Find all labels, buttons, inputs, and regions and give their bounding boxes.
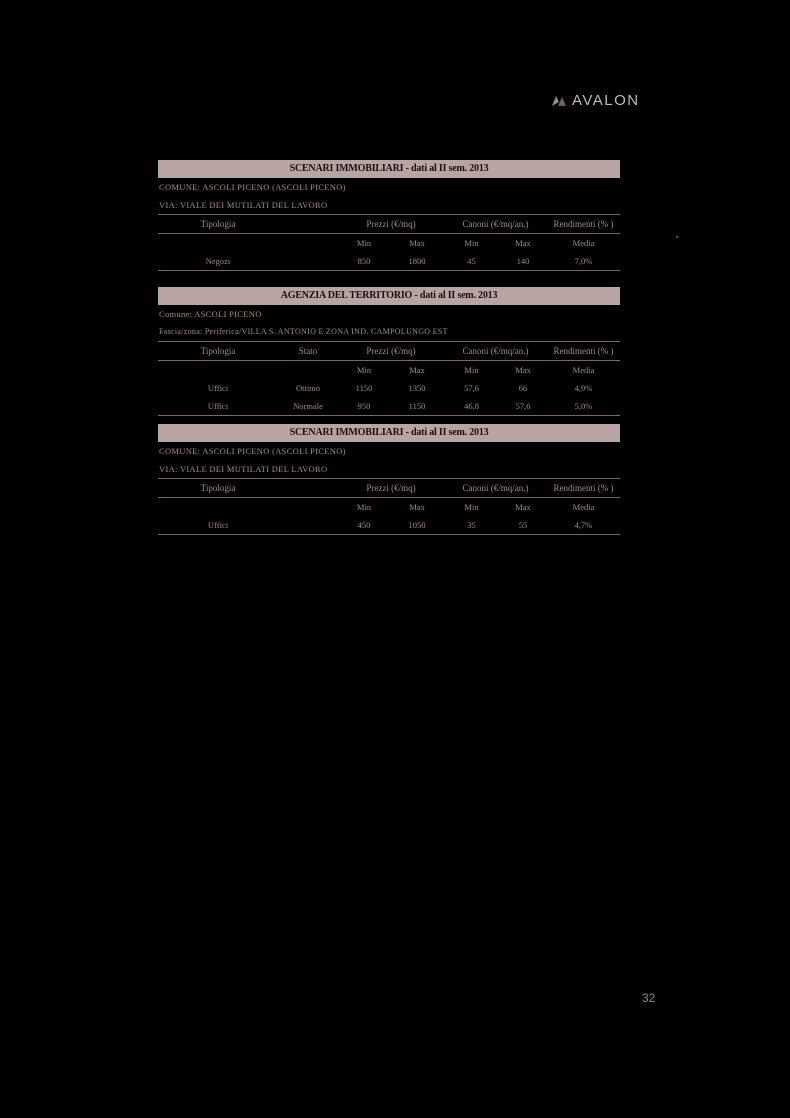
section-agenzia-uffici	[158, 287, 620, 416]
col-rendimenti: Rendimenti (% )	[547, 479, 620, 498]
via-line: VIA: VIALE DEI MUTILATI DEL LAVORO	[159, 464, 328, 474]
sub-min: Min	[464, 502, 479, 512]
col-tipologia: Tipologia	[158, 342, 278, 361]
via-line: VIA: VIALE DEI MUTILATI DEL LAVORO	[159, 200, 328, 210]
col-prezzi: Prezzi (€/mq)	[338, 479, 444, 498]
section-scenari-uffici	[158, 424, 620, 535]
sub-min: Min	[356, 238, 372, 248]
sub-max: Max	[515, 502, 531, 512]
avalon-logo	[550, 92, 640, 109]
cell-canone-max: 57,6	[499, 397, 547, 416]
fascia-zona-line: Fascia/zona: Periferica/VILLA S. ANTONIO E ZONA IND. CAMPOLUNGO EST	[159, 327, 448, 336]
sub-max: Max	[409, 502, 425, 512]
sub-min: Min	[464, 365, 479, 375]
table-row	[158, 252, 620, 271]
cell-prezzo-min: 1150	[355, 383, 373, 393]
cell-stato: Ottimo	[295, 383, 321, 393]
cell-canone-min: 45	[444, 252, 499, 271]
cell-prezzo-min: 950	[338, 397, 390, 416]
cell-canone-min: 57,6	[464, 383, 479, 393]
table-row	[158, 397, 620, 416]
col-canoni: Canoni (€/mq/an.)	[444, 215, 547, 234]
cell-tipologia: Uffici	[158, 516, 278, 535]
sub-max: Max	[515, 365, 531, 375]
sub-max: Max	[409, 238, 425, 248]
col-prezzi: Prezzi (€/mq)	[338, 342, 444, 361]
cell-media: 4,7%	[547, 516, 620, 535]
price-table	[158, 341, 620, 416]
cell-media: 5,0%	[547, 397, 620, 416]
table-row	[158, 516, 620, 535]
col-tipologia: Tipologia	[158, 479, 278, 498]
col-canoni: Canoni (€/mq/an.)	[444, 342, 547, 361]
sub-media: Media	[572, 365, 595, 375]
sub-max: Max	[515, 238, 531, 248]
col-prezzi: Prezzi (€/mq)	[338, 215, 444, 234]
cell-canone-min: 46,8	[444, 397, 499, 416]
col-canoni: Canoni (€/mq/an.)	[444, 479, 547, 498]
section-title: SCENARI IMMOBILIARI - dati al II sem. 2013	[158, 424, 620, 442]
comune-line: COMUNE: ASCOLI PICENO (ASCOLI PICENO)	[159, 446, 346, 456]
col-rendimenti: Rendimenti (% )	[547, 215, 620, 234]
scan-speck	[676, 236, 678, 238]
cell-canone-min: 35	[444, 516, 499, 535]
sub-media: Media	[572, 238, 595, 248]
col-rendimenti: Rendimenti (% )	[547, 342, 620, 361]
sub-min: Min	[356, 502, 372, 512]
cell-tipologia: Uffici	[207, 383, 229, 393]
avalon-logo-icon	[550, 94, 568, 108]
section-title: AGENZIA DEL TERRITORIO - dati al II sem. 2013	[158, 287, 620, 305]
cell-canone-max: 55	[499, 516, 547, 535]
cell-media: 4,9%	[574, 383, 593, 393]
sub-min: Min	[356, 365, 372, 375]
cell-tipologia: Uffici	[158, 397, 278, 416]
table-row	[158, 379, 620, 397]
cell-canone-max: 140	[499, 252, 547, 271]
cell-prezzo-max: 1800	[390, 252, 444, 271]
cell-prezzo-min: 850	[338, 252, 390, 271]
col-stato: Stato	[278, 342, 338, 361]
section-title: SCENARI IMMOBILIARI - dati al II sem. 2013	[158, 160, 620, 178]
cell-prezzo-max: 1350	[408, 383, 426, 393]
sub-max: Max	[409, 365, 425, 375]
price-table	[158, 214, 620, 271]
col-tipologia: Tipologia	[158, 215, 278, 234]
cell-prezzo-max: 1050	[390, 516, 444, 535]
sub-media: Media	[572, 502, 595, 512]
cell-prezzo-max: 1150	[390, 397, 444, 416]
comune-line: Comune: ASCOLI PICENO	[159, 309, 262, 319]
cell-prezzo-min: 450	[338, 516, 390, 535]
cell-media: 7,0%	[547, 252, 620, 271]
price-table	[158, 478, 620, 535]
cell-tipologia: Negozi	[158, 252, 278, 271]
comune-line: COMUNE: ASCOLI PICENO (ASCOLI PICENO)	[159, 182, 346, 192]
cell-stato: Normale	[278, 397, 338, 416]
cell-canone-max: 66	[518, 383, 528, 393]
logo-text: AVALON	[572, 92, 640, 109]
section-scenari-negozi	[158, 160, 620, 271]
page-number: 32	[642, 991, 656, 1005]
sub-min: Min	[464, 238, 479, 248]
